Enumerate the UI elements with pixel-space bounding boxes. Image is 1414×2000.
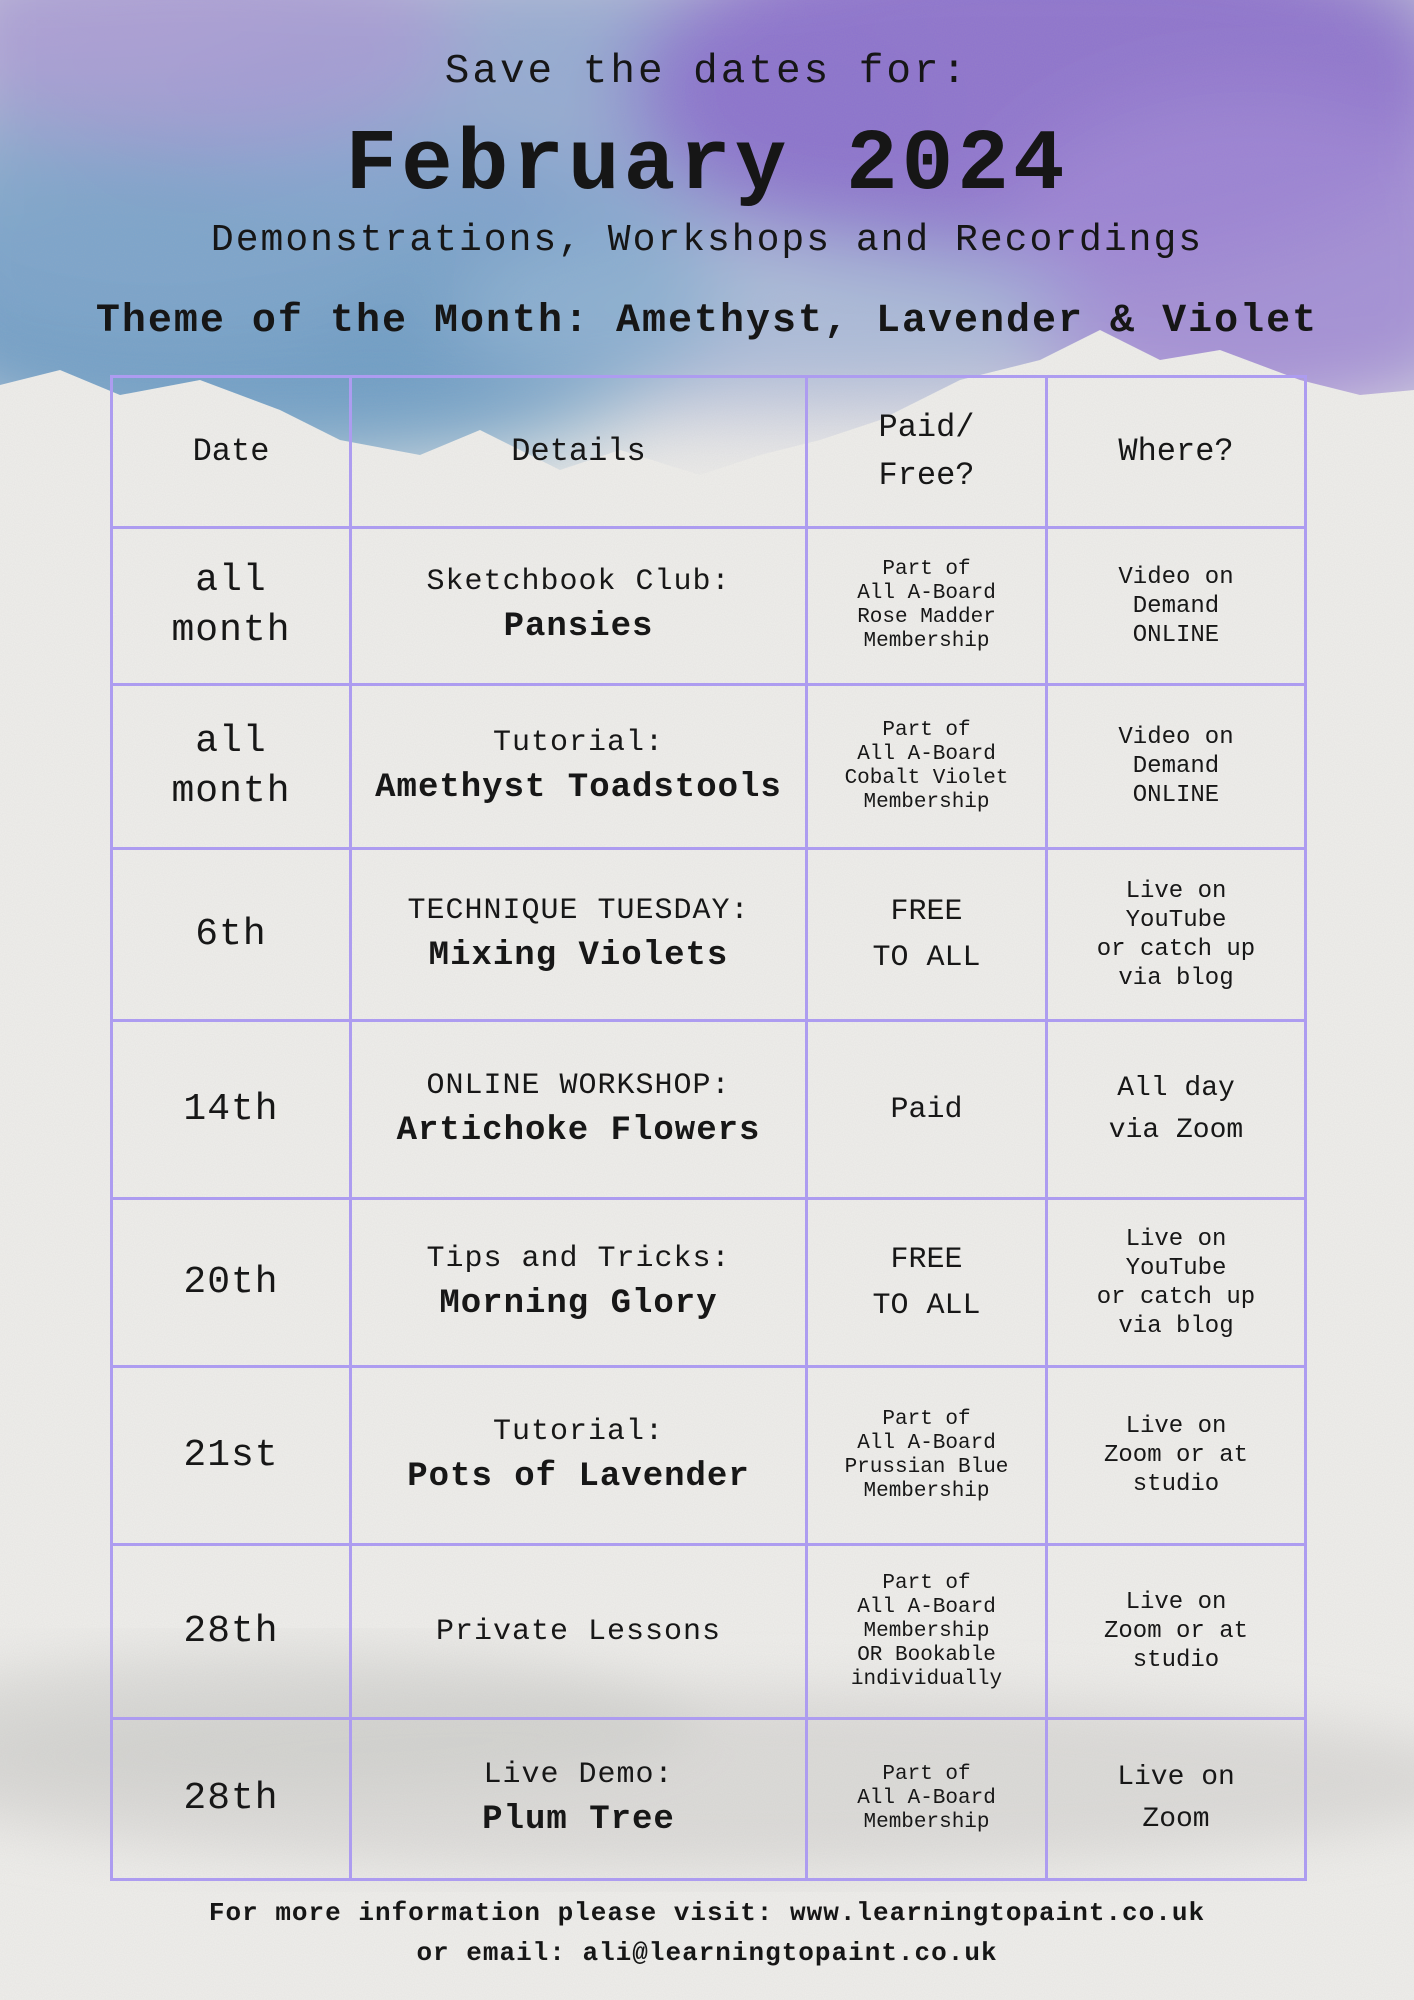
event-date-text: 14th [183, 1087, 279, 1131]
table-row [112, 849, 1306, 1021]
event-where [1047, 849, 1306, 1021]
save-the-dates-text: Save the dates for: [444, 49, 970, 95]
event-paid-free [807, 1021, 1047, 1199]
event-label: Tutorial: [492, 1414, 665, 1449]
event-details [351, 1545, 807, 1719]
event-where [1047, 1021, 1306, 1199]
event-paid-text: Part of All A-Board Prussian Blue Membership [844, 1407, 1009, 1503]
event-where-text: Live on Zoom [1117, 1762, 1235, 1835]
header-paid-free: Paid/ Free? [807, 377, 1047, 528]
event-where-text: Live on YouTube or catch up via blog [1096, 877, 1256, 992]
event-where [1047, 1367, 1306, 1545]
event-date [112, 849, 351, 1021]
event-date [112, 1199, 351, 1367]
event-paid-text: Part of All A-Board Membership [857, 1763, 996, 1834]
event-paid-free [807, 1199, 1047, 1367]
table-row [112, 1719, 1306, 1880]
event-date [112, 1021, 351, 1199]
event-paid-free [807, 685, 1047, 849]
event-paid-text: FREE TO ALL [872, 1242, 981, 1323]
event-date [112, 685, 351, 849]
event-paid-free [807, 1367, 1047, 1545]
schedule-table [110, 375, 1307, 1881]
event-where [1047, 1545, 1306, 1719]
header-date: Date [112, 377, 351, 528]
event-where [1047, 1199, 1306, 1367]
event-paid-text: Paid [890, 1092, 963, 1127]
event-where [1047, 685, 1306, 849]
event-date [112, 528, 351, 685]
event-title: Mixing Violets [428, 936, 729, 975]
event-details [351, 1199, 807, 1367]
table-row [112, 1545, 1306, 1719]
event-title: Artichoke Flowers [396, 1111, 761, 1150]
event-title: Pansies [503, 608, 654, 646]
event-date-text: 28th [183, 1609, 279, 1653]
event-date-text: all month [171, 719, 291, 813]
event-label: TECHNIQUE TUESDAY: [407, 893, 750, 928]
table-header-row [112, 377, 1306, 528]
event-date-text: all month [171, 559, 291, 652]
event-where-text: Video on Demand ONLINE [1118, 563, 1234, 649]
event-label: Live Demo: [483, 1758, 674, 1792]
footer-email: or email: ali@learningtopaint.co.uk [416, 1938, 998, 1968]
event-details [351, 1367, 807, 1545]
event-title: Morning Glory [439, 1284, 718, 1323]
theme-of-month: Theme of the Month: Amethyst, Lavender & Violet [95, 299, 1319, 344]
event-label: Tips and Tricks: [426, 1241, 731, 1276]
event-date [112, 1719, 351, 1880]
event-date-text: 6th [195, 912, 267, 956]
event-where-text: Live on Zoom or at studio [1103, 1413, 1249, 1498]
event-details [351, 528, 807, 685]
event-where [1047, 1719, 1306, 1880]
event-where-text: Video on Demand ONLINE [1118, 724, 1234, 809]
table-row [112, 528, 1306, 685]
table-row [112, 685, 1306, 849]
event-details [351, 1021, 807, 1199]
event-where [1047, 528, 1306, 685]
event-date [112, 1367, 351, 1545]
event-where-text: Live on Zoom or at studio [1103, 1589, 1249, 1674]
event-where-text: Live on YouTube or catch up via blog [1096, 1225, 1256, 1340]
event-where-text: All day via Zoom [1108, 1072, 1244, 1146]
event-date-text: 21st [183, 1433, 279, 1477]
event-label: Private Lessons [435, 1614, 722, 1649]
event-title: Pots of Lavender [407, 1457, 750, 1496]
event-label: Sketchbook Club: [426, 565, 731, 599]
header-where: Where? [1047, 377, 1306, 528]
event-paid-free [807, 1719, 1047, 1880]
event-details [351, 685, 807, 849]
event-date-text: 20th [183, 1260, 279, 1304]
table-row [112, 1367, 1306, 1545]
month-title: February 2024 [345, 116, 1069, 214]
table-row [112, 1021, 1306, 1199]
poster-subtitle: Demonstrations, Workshops and Recordings [210, 219, 1204, 262]
event-paid-free [807, 528, 1047, 685]
event-label: ONLINE WORKSHOP: [426, 1068, 731, 1103]
event-label: Tutorial: [492, 725, 665, 760]
event-paid-text: Part of All A-Board Membership OR Bookable individually [850, 1571, 1003, 1691]
event-paid-free [807, 849, 1047, 1021]
event-paid-free [807, 1545, 1047, 1719]
event-paid-text: Part of All A-Board Rose Madder Membership [857, 558, 996, 653]
event-details [351, 1719, 807, 1880]
event-details [351, 849, 807, 1021]
footer-website: For more information please visit: www.learningtopaint.co.uk [208, 1898, 1206, 1928]
event-title: Plum Tree [482, 1801, 675, 1839]
event-paid-text: FREE TO ALL [872, 894, 981, 975]
event-paid-text: Part of All A-Board Cobalt Violet Membership [844, 718, 1009, 814]
table-row [112, 1199, 1306, 1367]
header-details: Details [351, 377, 807, 528]
event-date-text: 28th [183, 1777, 279, 1820]
event-title: Amethyst Toadstools [375, 768, 782, 807]
event-date [112, 1545, 351, 1719]
